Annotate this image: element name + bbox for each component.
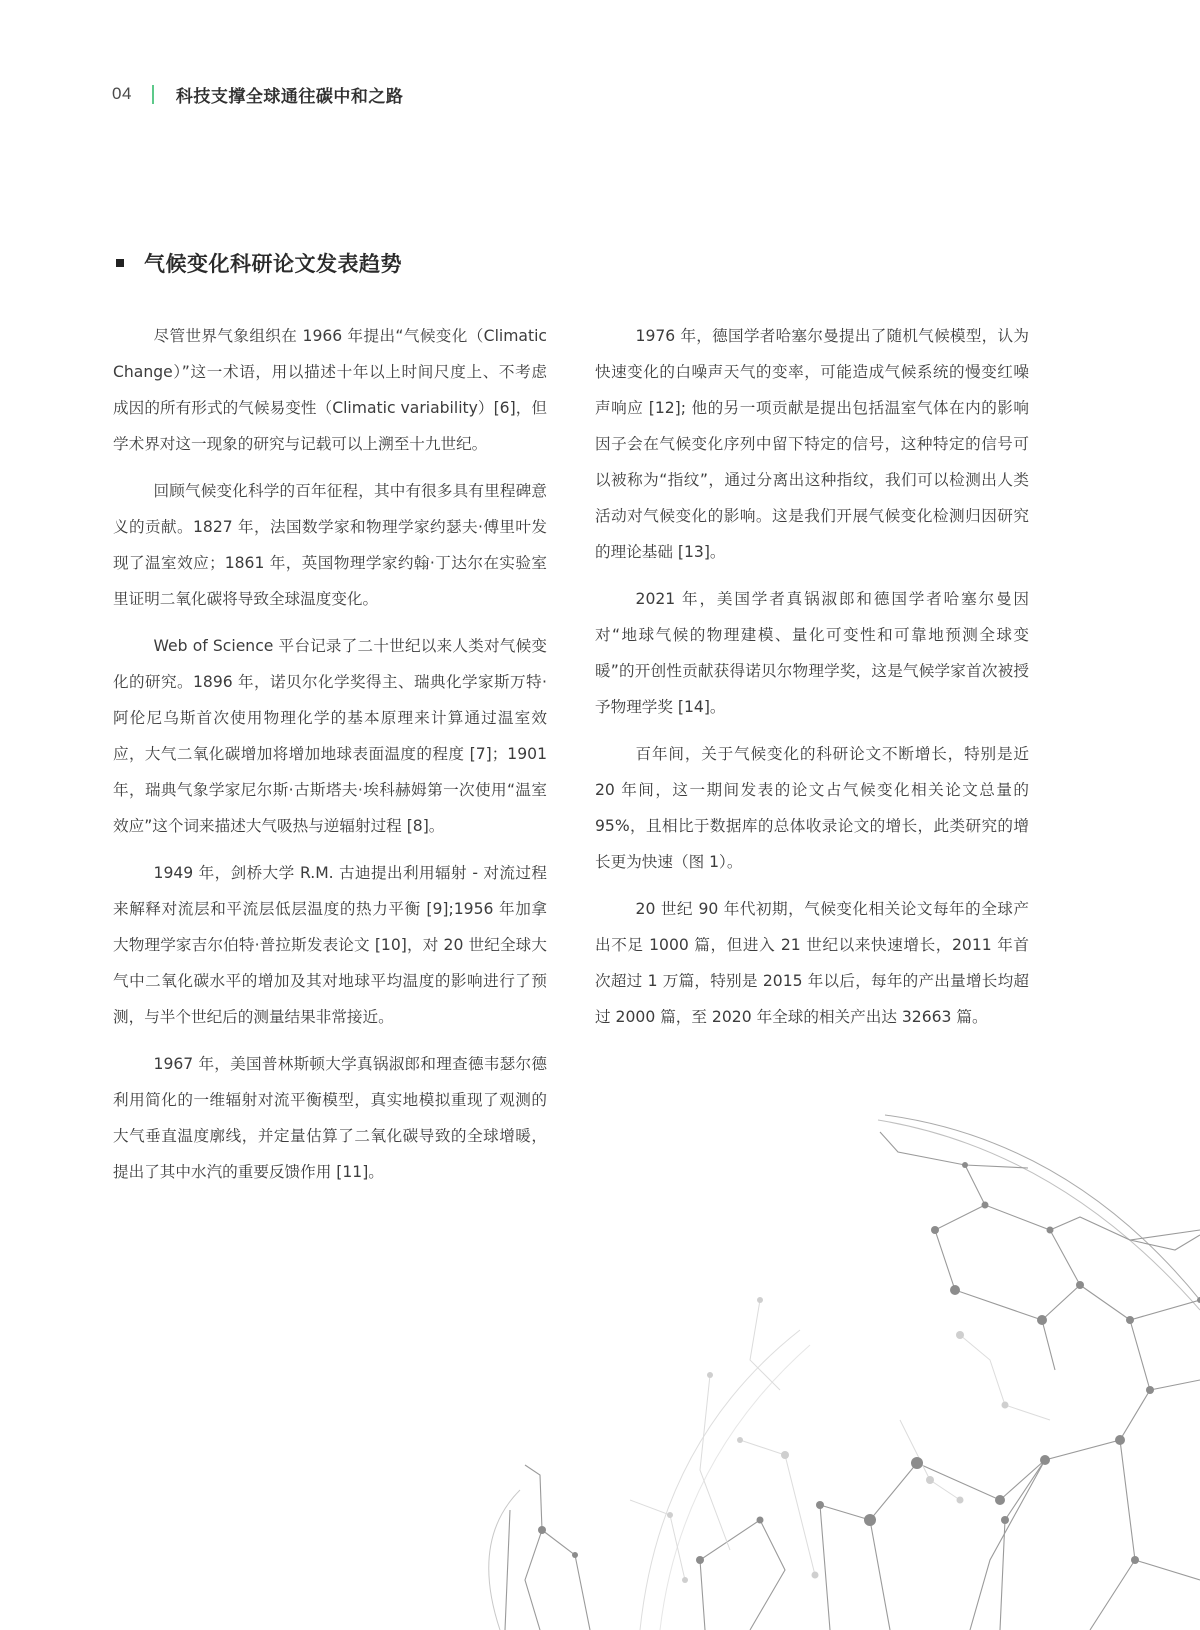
section-heading [116,248,402,278]
paragraph: 1967 年，美国普林斯顿大学真锅淑郎和理查德韦瑟尔德利用简化的一维辐射对流平衡模型，真实地模拟重现了观测的大气垂直温度廓线，并定量估算了二氧化碳导致的全球增暖，提出了其中水汽的重要反馈作用 [11]。 [113,1055,547,1181]
paragraph: 百年间，关于气候变化的科研论文不断增长，特别是近 20 年间，这一期间发表的论文占气候变化相关论文总量的 95%，且相比于数据库的总体收录论文的增长，此类研究的增长更为快速（图 1）。 [595,745,1029,871]
left-column [113,318,547,1201]
paragraph: 尽管世界气象组织在 1966 年提出“气候变化（Climatic Change）”这一术语，用以描述十年以上时间尺度上、不考虑成因的所有形式的气候易变性（Climatic variability）[6]，但学术界对这一现象的研究与记载可以上溯至十九世纪。 [113,327,547,453]
header-divider [152,85,154,104]
paragraph: 回顾气候变化科学的百年征程，其中有很多具有里程碑意义的贡献。1827 年，法国数学家和物理学家约瑟夫·傅里叶发现了温室效应；1861 年，英国物理学家约翰·丁达尔在实验室里证明二氧化碳将导致全球温度变化。 [113,482,547,608]
paragraph: 20 世纪 90 年代初期，气候变化相关论文每年的全球产出不足 1000 篇，但进入 21 世纪以来快速增长，2011 年首次超过 1 万篇，特别是 2015 年以后，每年的产出量增长均超过 2000 篇，至 2020 年全球的相关产出达 32663 篇。 [595,900,1029,1026]
right-column [595,318,1029,1046]
running-title: 科技支撑全球通往碳中和之路 [175,86,404,107]
paragraph: 1976 年，德国学者哈塞尔曼提出了随机气候模型，认为快速变化的白噪声天气的变率，可能造成气候系统的慢变红噪声响应 [12]; 他的另一项贡献是提出包括温室气体在内的影响因子会在气候变化序列中留下特定的信号，这种特定的信号可以被称为“指纹”，通过分离出这种指纹，我们可以检测出人类活动对气候变化的影响。这是我们开展气候变化检测归因研究的理论基础 [13]。 [595,327,1029,561]
paragraph: Web of Science 平台记录了二十世纪以来人类对气候变化的研究。1896 年，诺贝尔化学奖得主、瑞典化学家斯万特·阿伦尼乌斯首次使用物理化学的基本原理来计算通过温室效应，大气二氧化碳增加将增加地球表面温度的程度 [7]；1901 年，瑞典气象学家尼尔斯·古斯塔夫·埃科赫姆第一次使用“温室效应”这个词来描述大气吸热与逆辐射过程 [8]。 [113,637,547,835]
paragraph: 2021 年，美国学者真锅淑郎和德国学者哈塞尔曼因对“地球气候的物理建模、量化可变性和可靠地预测全球变暖”的开创性贡献获得诺贝尔物理学奖，这是气候学家首次被授予物理学奖 [14]。 [595,590,1029,716]
page-header [112,82,403,106]
page-number: 04 [112,84,132,103]
section-title: 气候变化科研论文发表趋势 [144,252,402,276]
paragraph: 1949 年，剑桥大学 R.M. 古迪提出利用辐射 - 对流过程来解释对流层和平流层低层温度的热力平衡 [9];1956 年加拿大物理学家吉尔伯特·普拉斯发表论文 [10]，对 20 世纪全球大气中二氧化碳水平的增加及其对地球平均温度的影响进行了预测，与半个世纪后的测量结果非常接近。 [113,864,547,1026]
square-bullet-icon [116,259,124,267]
